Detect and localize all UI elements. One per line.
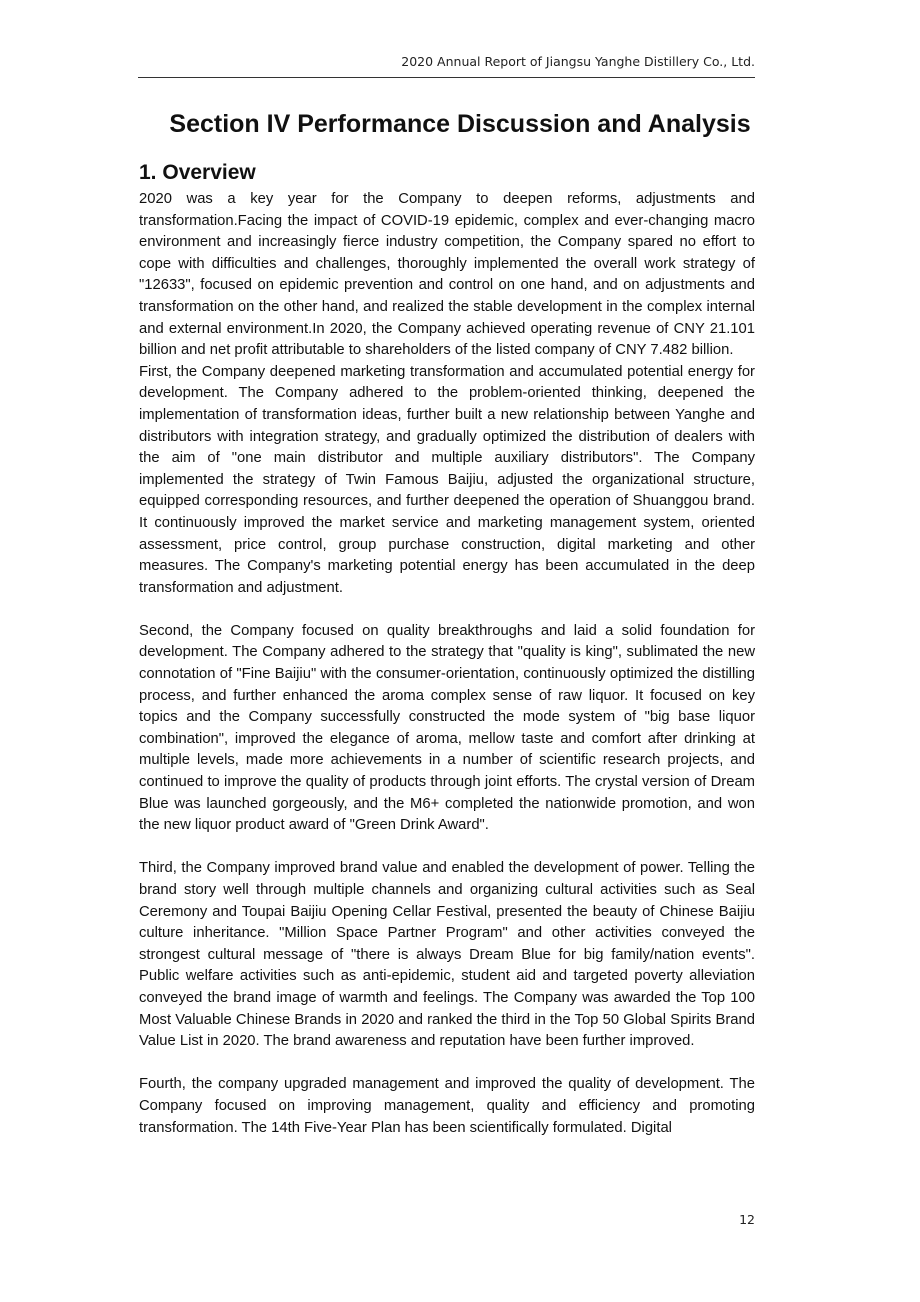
paragraph-marketing: First, the Company deepened marketing transformation and accumulated potential energy for development. The Company adhered to the problem-oriented thinking, deepened the implementation of transformation ideas, further built a new relationship between Yanghe and distributors with integration strategy, and gradually optimized the distribution of dealers with the aim of "one main distributor and multiple auxiliary distributors". The Company implemented the strategy of Twin Famous Baijiu, adjusted the organizational structure, equipped corresponding resources, and further deepened the operation of Shuanggou brand. It continuously improved the market service and marketing management system, oriented assessment, price control, group purchase construction, digital marketing and other measures. The Company's marketing potential energy has been accumulated in the deep transformation and adjustment. [139, 363, 755, 596]
paragraph-management: Fourth, the company upgraded management and improved the quality of development. The Company focused on improving management, quality and efficiency and promoting transformation. The 14th Five-Year Plan has been scientifically formulated. Digital [139, 1076, 755, 1136]
subsection-number: 1. [139, 161, 157, 184]
section-title: Section IV Performance Discussion and Analysis [169, 110, 751, 138]
subsection-title: Overview [162, 161, 256, 184]
page-number: 12 [739, 1212, 755, 1227]
paragraph-quality: Second, the Company focused on quality breakthroughs and laid a solid foundation for development. The Company adhered to the strategy that "quality is king", sublimated the new connotation of "Fine Baijiu" with the consumer-orientation, continuously optimized the distilling process, and further enhanced the aroma complex sense of raw liquor. It focused on key topics and the Company successfully constructed the mode system of "big base liquor combination", improved the elegance of aroma, mellow taste and comfort after drinking at multiple levels, made more achievements in a number of scientific research projects, and continued to improve the quality of products through joint efforts. The crystal version of Dream Blue was launched gorgeously, and the M6+ completed the nationwide promotion, and won the new liquor product award of "Green Drink Award". [139, 622, 755, 834]
header-rule [138, 77, 755, 78]
paragraph-brand: Third, the Company improved brand value and enabled the development of power. Telling the brand story well through multiple channels and organizing cultural activities such as Seal Ceremony and Toupai Baijiu Opening Cellar Festival, presented the beauty of Chinese Baijiu culture inheritance. "Million Space Partner Program" and other activities conveyed the strongest cultural message of "there is always Dream Blue for big family/nation events". Public welfare activities such as anti-epidemic, student aid and targeted poverty alleviation conveyed the brand image of warmth and feelings. The Company was awarded the Top 100 Most Valuable Chinese Brands in 2020 and ranked the third in the Top 50 Global Spirits Brand Value List in 2020. The brand awareness and reputation have been further improved. [139, 860, 755, 1050]
subsection-heading [139, 160, 256, 185]
paragraph-overview: 2020 was a key year for the Company to deepen reforms, adjustments and transformation.Facing the impact of COVID-19 epidemic, complex and ever-changing macro environment and increasingly fierce industry competition, the Company spared no effort to cope with difficulties and challenges, thoroughly implemented the overall work strategy of "12633", focused on epidemic prevention and control on one hand, and on adjustments and transformation on the other hand, and realized the stable development in the complex internal and external environment.In 2020, the Company achieved operating revenue of CNY 21.101 billion and net profit attributable to shareholders of the listed company of CNY 7.482 billion. [139, 191, 755, 359]
running-header: 2020 Annual Report of Jiangsu Yanghe Distillery Co., Ltd. [401, 54, 755, 69]
body-text [139, 189, 755, 1139]
